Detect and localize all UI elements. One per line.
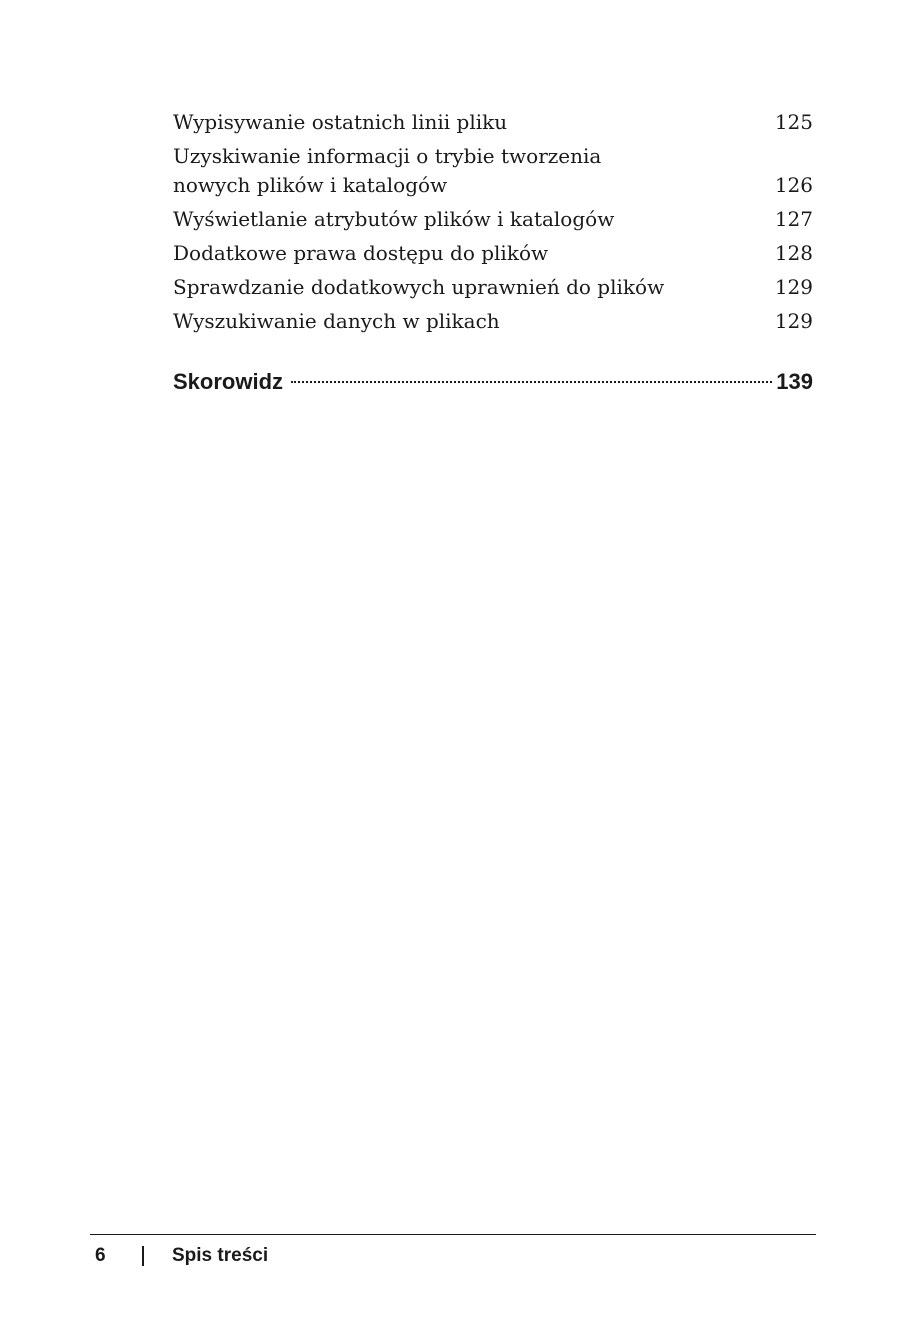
- page-number: 6: [95, 1245, 106, 1266]
- dot-leader: [291, 381, 772, 383]
- page-footer: [90, 1240, 816, 1272]
- toc-entry-page: 129: [774, 309, 813, 333]
- toc-entry-title: Uzyskiwanie informacji o trybie tworzenia nowych plików i katalogów: [173, 144, 602, 197]
- chapter-title: Skorowidz: [173, 369, 284, 394]
- toc-entry-title: Wyszukiwanie danych w plikach: [173, 309, 500, 333]
- toc-entry-page: 128: [774, 241, 813, 265]
- toc-entry-title: Sprawdzanie dodatkowych uprawnień do plików: [173, 275, 665, 299]
- toc-entry-title: Wypisywanie ostatnich linii pliku: [173, 110, 508, 134]
- toc-entry: [173, 273, 813, 302]
- toc-entry-title: Wyświetlanie atrybutów plików i katalogów: [173, 207, 615, 231]
- toc-entry-title: Dodatkowe prawa dostępu do plików: [173, 241, 549, 265]
- footer-rule: [90, 1234, 816, 1235]
- footer-separator: [142, 1246, 144, 1266]
- toc-entry: [173, 307, 813, 336]
- toc-chapter-entry: [173, 366, 813, 398]
- toc-entry-page: 127: [774, 207, 813, 231]
- toc-entry: [173, 142, 813, 200]
- toc-entry: [173, 108, 813, 137]
- toc-entry: [173, 205, 813, 234]
- toc-list: [173, 108, 813, 341]
- toc-entry: [173, 239, 813, 268]
- chapter-page: 139: [776, 369, 813, 394]
- section-title: Spis treści: [172, 1245, 269, 1266]
- toc-entry-page: 129: [774, 275, 813, 299]
- toc-entry-page: 125: [774, 110, 813, 134]
- toc-entry-page: 126: [774, 173, 813, 197]
